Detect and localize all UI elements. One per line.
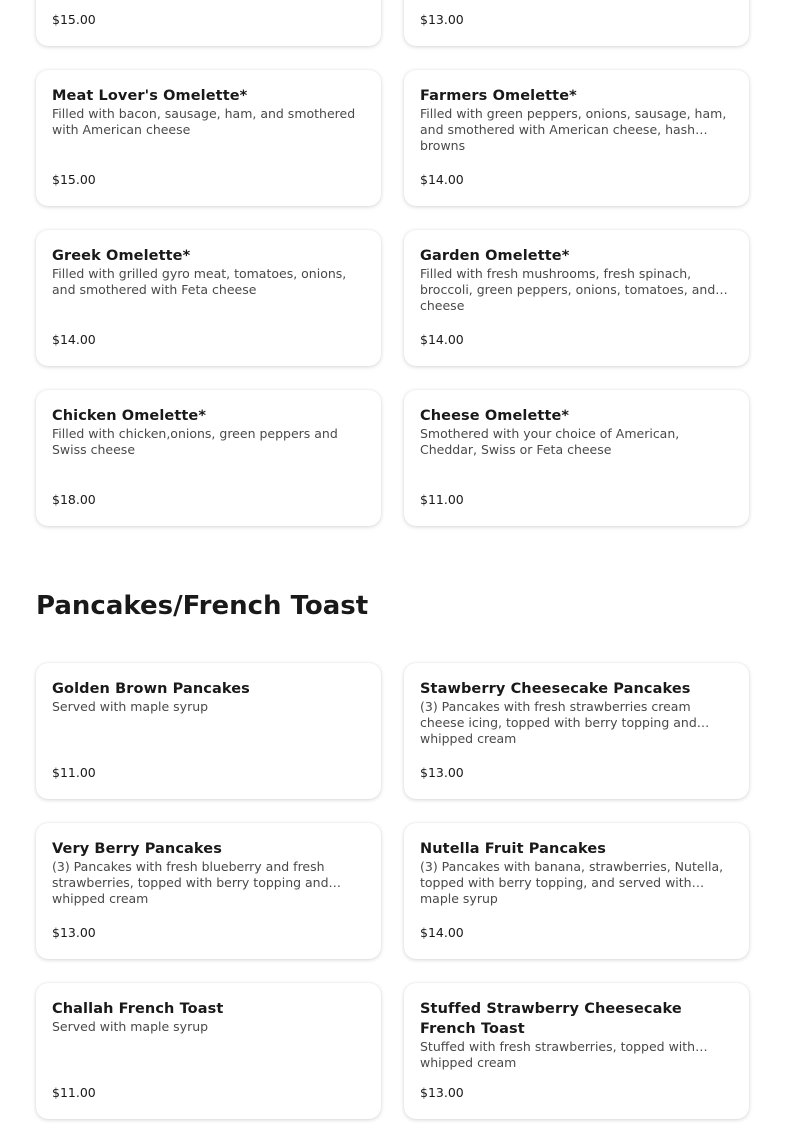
pancakes-grid xyxy=(36,663,749,1119)
item-description: (3) Pancakes with fresh blueberry and fresh strawberries, topped with berry topping and whipped cream xyxy=(52,859,329,906)
menu-item-card[interactable] xyxy=(36,663,381,799)
item-price: $14.00 xyxy=(420,172,464,187)
item-description: Stuffed with fresh strawberries, topped with whipped cream xyxy=(420,1039,696,1070)
item-title: Very Berry Pancakes xyxy=(52,841,222,857)
item-price: $11.00 xyxy=(52,765,96,780)
item-title: Stuffed Strawberry Cheesecake French Toast xyxy=(420,1001,682,1037)
menu-item-card[interactable] xyxy=(404,70,749,206)
item-description: Served with maple syrup xyxy=(52,1019,209,1034)
item-description: Filled with bacon, sausage, ham, and smothered with American cheese xyxy=(52,106,356,137)
item-price: $15.00 xyxy=(52,12,96,27)
item-price: $13.00 xyxy=(52,925,96,940)
menu-item-card[interactable] xyxy=(404,0,749,46)
menu-item-card[interactable] xyxy=(404,230,749,366)
menu-grid-partial xyxy=(36,0,749,46)
item-title: Nutella Fruit Pancakes xyxy=(420,841,607,857)
menu-item-card[interactable] xyxy=(36,230,381,366)
item-price: $14.00 xyxy=(420,332,464,347)
menu-item-card[interactable] xyxy=(404,983,749,1119)
item-description: Filled with green peppers, onions, sausage, ham, and smothered with American cheese, hash browns xyxy=(420,106,727,153)
item-description: Filled with fresh mushrooms, fresh spinach, broccoli, green peppers, onions, tomatoes, and cheese xyxy=(420,266,716,313)
item-price: $13.00 xyxy=(420,12,464,27)
item-title: Greek Omelette* xyxy=(52,248,191,264)
item-price: $14.00 xyxy=(420,925,464,940)
menu-item-card[interactable] xyxy=(404,663,749,799)
menu-item-card[interactable] xyxy=(404,823,749,959)
item-description: Filled with grilled gyro meat, tomatoes, onions, and smothered with Feta cheese xyxy=(52,266,347,297)
item-description: (3) Pancakes with banana, strawberries, Nutella, topped with berry topping, and served with maple syrup xyxy=(420,859,724,906)
item-description: Served with maple syrup xyxy=(52,699,209,714)
menu-item-card[interactable] xyxy=(404,390,749,526)
item-title: Meat Lover's Omelette* xyxy=(52,88,248,104)
item-title: Cheese Omelette* xyxy=(420,408,570,424)
menu-item-card[interactable] xyxy=(36,823,381,959)
item-description: Filled with chicken,onions, green peppers and Swiss cheese xyxy=(52,426,338,457)
menu-item-card[interactable] xyxy=(36,983,381,1119)
item-price: $15.00 xyxy=(52,172,96,187)
item-title: Chicken Omelette* xyxy=(52,408,207,424)
item-price: $13.00 xyxy=(420,1085,464,1100)
menu-item-card[interactable] xyxy=(36,0,381,46)
item-title: Stawberry Cheesecake Pancakes xyxy=(420,681,691,697)
menu-item-card[interactable] xyxy=(36,70,381,206)
item-price: $13.00 xyxy=(420,765,464,780)
item-price: $18.00 xyxy=(52,492,96,507)
item-title: Golden Brown Pancakes xyxy=(52,681,250,697)
item-description: Smothered with your choice of American, Cheddar, Swiss or Feta cheese xyxy=(420,426,680,457)
item-description: (3) Pancakes with fresh strawberries cream cheese icing, topped with berry topping and whipped cream xyxy=(420,699,697,746)
omelettes-grid xyxy=(36,70,749,526)
item-price: $11.00 xyxy=(52,1085,96,1100)
item-title: Farmers Omelette* xyxy=(420,88,577,104)
item-price: $11.00 xyxy=(420,492,464,507)
item-price: $14.00 xyxy=(52,332,96,347)
menu-item-card[interactable] xyxy=(36,390,381,526)
item-title: Challah French Toast xyxy=(52,1001,224,1017)
item-title: Garden Omelette* xyxy=(420,248,570,264)
section-title: Pancakes/French Toast xyxy=(36,591,369,621)
